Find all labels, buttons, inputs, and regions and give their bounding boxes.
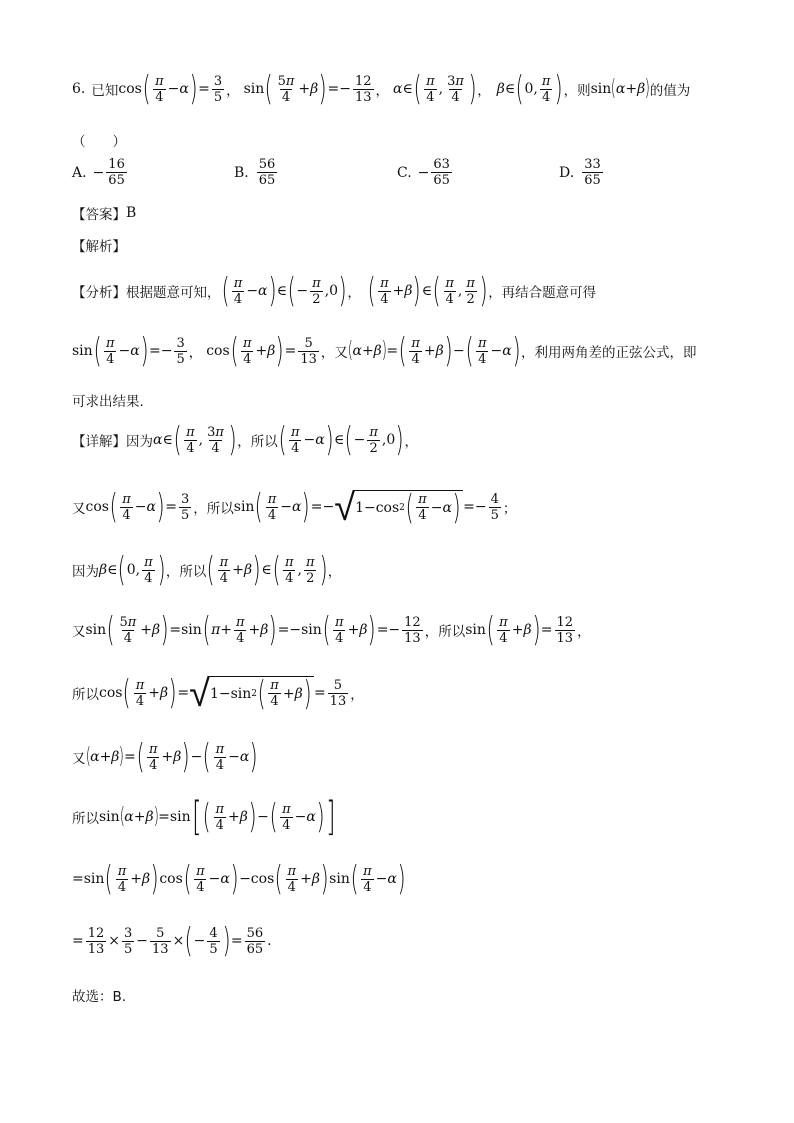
detail-line-1: 【详解】 因为 α ∈ ( $\frac{\pi}{4}$ , $\frac{3\pi}{4}$ ) ，所以 ( $\frac{\pi}{4}$ − α ) ∈ ( − $\frac{\pi}{2}$ ,0 ) ， [72,420,419,460]
question-line: 6. 已知 cos ( $\frac{\pi}{4}$ − α ) = $\frac{3}{5}$ ， sin ( $\frac{5\pi}{4}$ + β ) =− $\frac{12}{13}$ ， α ∈ ( $\frac{\pi}{4}$ , $\frac{3\pi}{4}$ ) ， β ∈ ( 0, $\frac{\pi}{4}$ ) ，则 sin ( α + β ) 的值为 [72,69,691,109]
detail-line-2: 又 cos ( $\frac{\pi}{4}$ − α ) = $\frac{3}{5}$ ，所以 sin ( $\frac{\pi}{4}$ − α ) =− √ 1−cos 2 ( $\frac{\pi}{4}$ − α ) =− $\frac{4}{5}$ ； [72,485,517,529]
detail-line-7: 所以 sin ( α + β ) =sin [ ( $\frac{\pi}{4}$ + β ) − ( $\frac{\pi}{4}$ − α ) ] [72,794,336,840]
detail-line-8: =sin ( $\frac{\pi}{4}$ + β ) cos ( $\frac{\pi}{4}$ − α ) −cos ( $\frac{\pi}{4}$ + β ) sin ( $\frac{\pi}{4}$ − α ) [72,859,406,899]
final-choice: 故选：B. [72,989,127,1005]
option-d[interactable]: D. $\frac{33}{65}$ [559,157,601,188]
question-intro: 已知 [91,83,119,99]
formula-cos: cos [118,81,142,97]
option-c[interactable]: C. − $\frac{63}{65}$ [397,157,450,188]
option-fraction: $\frac{16}{65}$ [108,157,125,188]
paren-group: ( $\frac{\pi}{4}$ − α ) [142,69,198,109]
option-fraction: $\frac{33}{65}$ [584,157,601,188]
analysis-line-3: 可求出结果. [72,394,144,410]
option-a[interactable]: A. − $\frac{16}{65}$ [72,157,125,188]
detail-line-4: 又 sin ( $\frac{5\pi}{4}$ + β ) =sin ( π + $\frac{\pi}{4}$ + β ) =−sin ( $\frac{\pi}{4}$ + β ) =− $\frac{12}{13}$ ，所以 sin ( $\frac{\pi}{4}$ + β ) = $\frac{12}{13}$ ， [72,610,591,650]
analysis-line-1: 【分析】 根据题意可知， ( $\frac{\pi}{4}$ − α ) ∈ ( − $\frac{\pi}{2}$ ,0 ) ， ( $\frac{\pi}{4}$ + β ) ∈ ( $\frac{\pi}{4}$ , $\frac{\pi}{2}$ ) ，再结合题意可得 [72,271,597,311]
option-fraction: $\frac{63}{65}$ [433,157,450,188]
analysis-label: 【解析】 [72,239,126,255]
detail-line-6: 又 ( α + β ) = ( $\frac{\pi}{4}$ + β ) − ( $\frac{\pi}{4}$ − α ) [72,737,258,777]
question-number: 6. [72,81,86,97]
answer-line: 【答案】 B [72,205,137,223]
option-b[interactable]: B. $\frac{56}{65}$ [234,157,276,188]
answer-blank: （ ） [72,134,126,150]
analysis-line-2: sin ( $\frac{\pi}{4}$ − α ) =− $\frac{3}{5}$ ， cos ( $\frac{\pi}{4}$ + β ) = $\frac{5}{13}$ ，又 ( α + β ) = ( $\frac{\pi}{4}$ + β ) − ( $\frac{\pi}{4}$ − α ) ，利用两角差的正弦公式，即 [72,331,697,371]
detail-line-5: 所以 cos ( $\frac{\pi}{4}$ + β ) = √ 1−sin 2 ( $\frac{\pi}{4}$ + β ) = $\frac{5}{13}$ ， [72,671,364,715]
option-fraction: $\frac{56}{65}$ [258,157,276,188]
detail-line-3: 因为 β ∈ ( 0, $\frac{\pi}{4}$ ) ，所以 ( $\frac{\pi}{4}$ + β ) ∈ ( $\frac{\pi}{4}$ , $\frac{\pi}{2}$ ) ， [72,550,342,590]
fraction: $\frac{3}{5}$ [213,73,223,105]
detail-line-9: = $\frac{12}{13}$ × $\frac{3}{5}$ − $\frac{5}{13}$ × ( − $\frac{4}{5}$ ) = $\frac{56}{65}$ . [72,921,272,961]
